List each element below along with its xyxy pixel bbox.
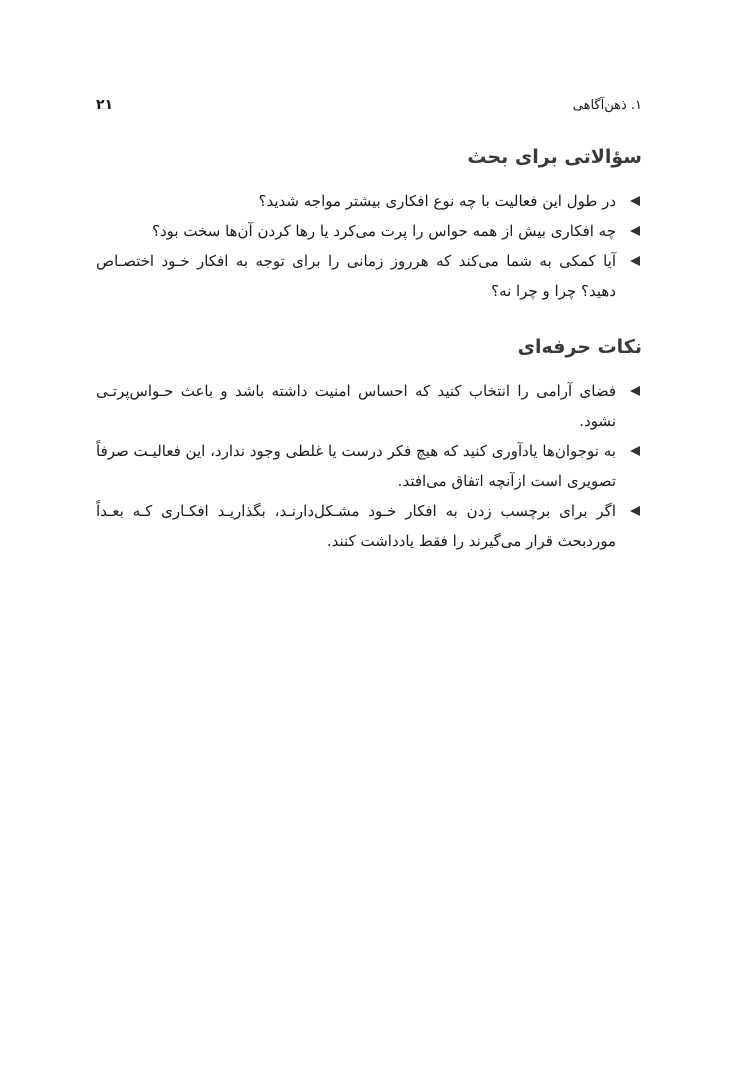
list-item-text: فضای آرامی را انتخاب کنید که احساس امنیت داشته باشد و باعث حـواس‌پرتـی نشود. [96,382,616,430]
triangle-bullet-icon [628,216,642,246]
triangle-bullet-icon [628,246,642,276]
list-item-text: در طول این فعالیت با چه نوع افکاری بیشتر مواجه شدید؟ [258,192,616,210]
list-item [96,496,642,556]
chapter-label: ۱. ذهن‌آگاهی [572,97,642,113]
triangle-bullet-icon [628,376,642,406]
tips-list [96,376,642,556]
discussion-heading: سؤالاتی برای بحث [467,146,642,168]
discussion-list [96,186,642,306]
page-number: ۲۱ [96,97,114,113]
list-item-text: به نوجوان‌ها یادآوری کنید که هیچ فکر درست یا غلطی وجود ندارد، این فعالیـت صرفاً تصویری است ازآنچه اتفاق می‌افتد. [96,442,616,490]
page-content [96,142,642,556]
list-item-text: چه افکاری بیش از همه حواس را پرت می‌کرد یا رها کردن آن‌ها سخت بود؟ [151,222,616,240]
triangle-bullet-icon [628,496,642,526]
running-header [96,94,642,116]
list-item [96,436,642,496]
triangle-bullet-icon [628,436,642,466]
list-item [96,186,642,216]
triangle-bullet-icon [628,186,642,216]
list-item-text: اگر برای برچسب زدن به افکار خـود مشـکل‌دارنـد، بگذاریـد افکـاری کـه بعـداً موردبحث قرار می‌گیرند را فقط یادداشت کنند. [96,502,616,550]
list-item-text: آیا کمکی به شما می‌کند که هرروز زمانی را برای توجه به افکار خـود اختصـاص دهید؟ چرا و چرا نه؟ [96,252,616,300]
list-item [96,246,642,306]
list-item [96,216,642,246]
tips-heading: نکات حرفه‌ای [517,336,642,358]
list-item [96,376,642,436]
